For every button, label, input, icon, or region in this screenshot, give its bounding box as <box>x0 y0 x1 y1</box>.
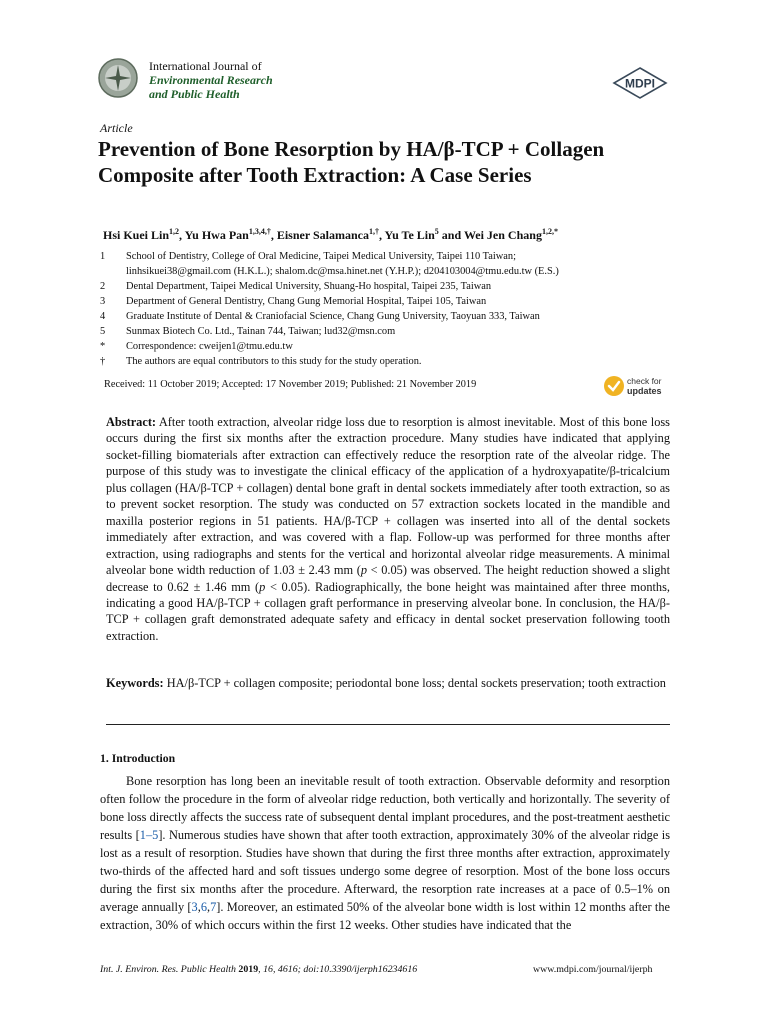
citation-link[interactable]: 6 <box>200 899 207 914</box>
affiliation-mark: 5 <box>100 326 106 337</box>
affiliation-text: Department of General Dentistry, Chang Gung Memorial Hospital, Taipei 105, Taiwan <box>126 296 487 307</box>
check-updates-line2: updates <box>627 386 662 396</box>
introduction-paragraph: Bone resorption has long been an inevitable result of tooth extraction. Observable deformity and resorption often follow the procedure in the form of alveolar ridge reduction, both vertically and horizontally. The severity of bone loss directly affects the success rate of subsequent dental implant procedures, and the post-treatment aesthetic results [1–5]. Numerous studies have shown that after tooth extraction, approximately 30% of the alveolar ridge is lost as a result of resorption. Studies have shown that during the first three months after extraction, approximately two-thirds of the affected hard and soft tissues undergo some degree of resorption. Most of the bone loss occurs during the first six months after the procedure. Afterward, the resorption rate increases at a pace of 0.5–1% on average annually [3,6,7]. Moreover, an estimated 50% of the alveolar bone width is lost within 12 months after the extraction, 30% of which occurs within the first 12 weeks. Other studies have indicated that the <box>100 774 670 932</box>
author-affiliation-marks: 1,2 <box>169 227 180 236</box>
keywords <box>106 675 670 691</box>
abstract-label: Abstract: <box>106 415 157 429</box>
affiliation-item <box>100 309 700 324</box>
affiliation-item <box>100 249 700 264</box>
affiliation-mark: 3 <box>100 296 106 307</box>
footer-journal: Int. J. Environ. Res. Public Health <box>100 964 236 975</box>
affiliation-item <box>100 294 700 309</box>
footer-doi[interactable]: , 16, 4616; doi:10.3390/ijerph16234616 <box>258 964 418 975</box>
author-affiliation-marks: 1,2,* <box>541 227 558 236</box>
affiliation-list <box>100 249 700 369</box>
check-updates-line1: check for <box>627 376 662 386</box>
body-text: Bone resorption has long been an inevitable result of tooth extraction. Observable deformity and resorption often follow the procedure in the form of alveolar ridge reduction, both vertically and horizontally. The severity of bone loss directly affects the success rate of subsequent dental implant procedures, and the post-treatment aesthetic results [ <box>100 774 670 842</box>
publication-dates: Received: 11 October 2019; Accepted: 17 November 2019; Published: 21 November 2019 <box>104 379 477 390</box>
section-divider <box>106 724 670 725</box>
keywords-label: Keywords: <box>106 676 164 690</box>
affiliation-text: Dental Department, Taipei Medical University, Shuang-Ho hospital, Taipei 235, Taiwan <box>126 281 492 292</box>
abstract-text: < 0.05). Radiographically, the bone height was maintained after three months, indicating a good HA/β-TCP + collagen graft performance in preserving alveolar bone. In conclusion, the HA/β-TCP + collagen graft demonstrated adequate safety and efficacy in dental socket preservation following tooth extraction. <box>106 579 670 643</box>
affiliation-item <box>100 324 700 339</box>
author-affiliation-marks: 1,3,4,† <box>248 227 271 236</box>
author-affiliation-marks: 1,† <box>368 227 379 236</box>
footer-url[interactable]: www.mdpi.com/journal/ijerph <box>533 964 653 975</box>
journal-name-line2: Environmental Research <box>149 73 273 87</box>
affiliation-text: School of Dentistry, College of Oral Medicine, Taipei Medical University, Taipei 110 Taiwan; <box>126 251 516 262</box>
author-name[interactable]: Yu Hwa Pan <box>184 228 249 242</box>
author-separator: , <box>179 228 185 242</box>
journal-logo-icon <box>98 58 138 98</box>
body-text: ]. Numerous studies have shown that after tooth extraction, approximately 30% of the alveolar ridge is lost as a result of resorption. Studies have shown that during the first three months after extraction, approximately two-thirds of the affected hard and soft tissues undergo some degree of resorption. Most of the bone loss occurs during the first six months after the procedure. Afterward, the resorption rate increases at a pace of 0.5–1% on average annually [ <box>100 827 670 914</box>
author-list <box>103 228 703 243</box>
author-separator: , <box>378 228 385 242</box>
journal-name[interactable] <box>149 59 273 101</box>
affiliation-mark: * <box>100 341 106 352</box>
affiliation-mark: † <box>100 356 106 367</box>
keywords-text: HA/β-TCP + collagen composite; periodontal bone loss; dental sockets preservation; tooth extraction <box>166 676 666 690</box>
citation-link[interactable]: 7 <box>210 899 217 914</box>
author-affiliation-marks: 5 <box>434 227 439 236</box>
author-name[interactable]: Hsi Kuei Lin <box>103 228 170 242</box>
affiliation-item <box>100 264 700 279</box>
citation-link[interactable]: 1–5 <box>139 827 159 842</box>
affiliation-emails[interactable]: linhsikuei38@gmail.com (H.K.L.); shalom.dc@msa.hinet.net (Y.H.P.); d204103004@tmu.edu.tw (E.S.) <box>126 266 559 277</box>
affiliation-text: Sunmax Biotech Co. Ltd., Tainan 744, Taiwan; lud32@msn.com <box>126 326 396 337</box>
journal-name-line3: and Public Health <box>149 87 240 101</box>
article-type: Article <box>100 121 133 135</box>
affiliation-item <box>100 339 700 354</box>
abstract-text: < 0.05) was observed. The height reduction showed a slight decrease to 0.62 ± 1.46 mm ( <box>106 563 670 594</box>
affiliation-mark <box>100 264 126 279</box>
affiliation-text: Graduate Institute of Dental & Craniofacial Science, Chang Gung University, Taoyuan 333, Taiwan <box>126 311 540 322</box>
check-for-updates-button[interactable] <box>602 373 672 399</box>
affiliation-mark: 2 <box>100 281 106 292</box>
affiliation-text: The authors are equal contributors to this study for the study operation. <box>126 356 422 367</box>
affiliation-mark: 4 <box>100 311 106 322</box>
article-title: Prevention of Bone Resorption by HA/β-TCP + Collagen Composite after Tooth Extraction: A Case Series <box>98 137 605 187</box>
section-heading: 1. Introduction <box>100 752 176 765</box>
author-separator: , <box>270 228 277 242</box>
p-value-symbol: p <box>259 579 266 594</box>
mdpi-logo-text: MDPI <box>625 76 655 91</box>
p-value-symbol: p <box>360 563 367 578</box>
footer-citation <box>100 964 417 975</box>
affiliation-mark: 1 <box>100 251 106 262</box>
citation-link[interactable]: 3 <box>191 899 198 914</box>
body-text: ]. Moreover, an estimated 50% of the alveolar bone width is lost within 12 months after the extraction, 30% of which occurs within the first 12 weeks. Other studies have indicated that the <box>100 899 670 932</box>
affiliation-item <box>100 354 700 369</box>
affiliation-item <box>100 279 700 294</box>
abstract-text: After tooth extraction, alveolar ridge loss due to resorption is almost inevitable. Most of this bone loss occurs during the first six months after the extraction procedure. Many studies have indicated that applying socket-filling biomaterials after extraction can effectively reduce the resorption rate of the alveolar ridge. The purpose of this study was to investigate the clinical efficacy of the application of a hydroxyapatite/β-tricalcium plus collagen (HA/β-TCP + collagen) dental bone graft in dental sockets immediately after tooth extraction, so as to prevent socket resorption. The study was conducted on 57 extraction sockets located in the mandible and maxilla posterior regions in 51 patients. HA/β-TCP + collagen was inserted into all of the dental sockets immediately after extraction, and was covered with a flap. Follow-up was performed for three months after extraction, using radiographs and stents for the vertical and horizontal alveolar ridge measurements. A minimal alveolar bone width reduction of 1.03 ± 2.43 mm ( <box>106 415 670 578</box>
mdpi-logo[interactable] <box>612 66 668 100</box>
author-name[interactable]: Wei Jen Chang <box>463 228 542 242</box>
author-name[interactable]: Yu Te Lin <box>384 228 435 242</box>
author-name[interactable]: Eisner Salamanca <box>276 228 369 242</box>
abstract <box>106 414 670 644</box>
author-separator: and <box>438 228 464 242</box>
footer-year: 2019 <box>238 964 259 975</box>
journal-name-line1: International Journal of <box>149 59 262 73</box>
correspondence-text[interactable]: Correspondence: cweijen1@tmu.edu.tw <box>126 341 293 352</box>
